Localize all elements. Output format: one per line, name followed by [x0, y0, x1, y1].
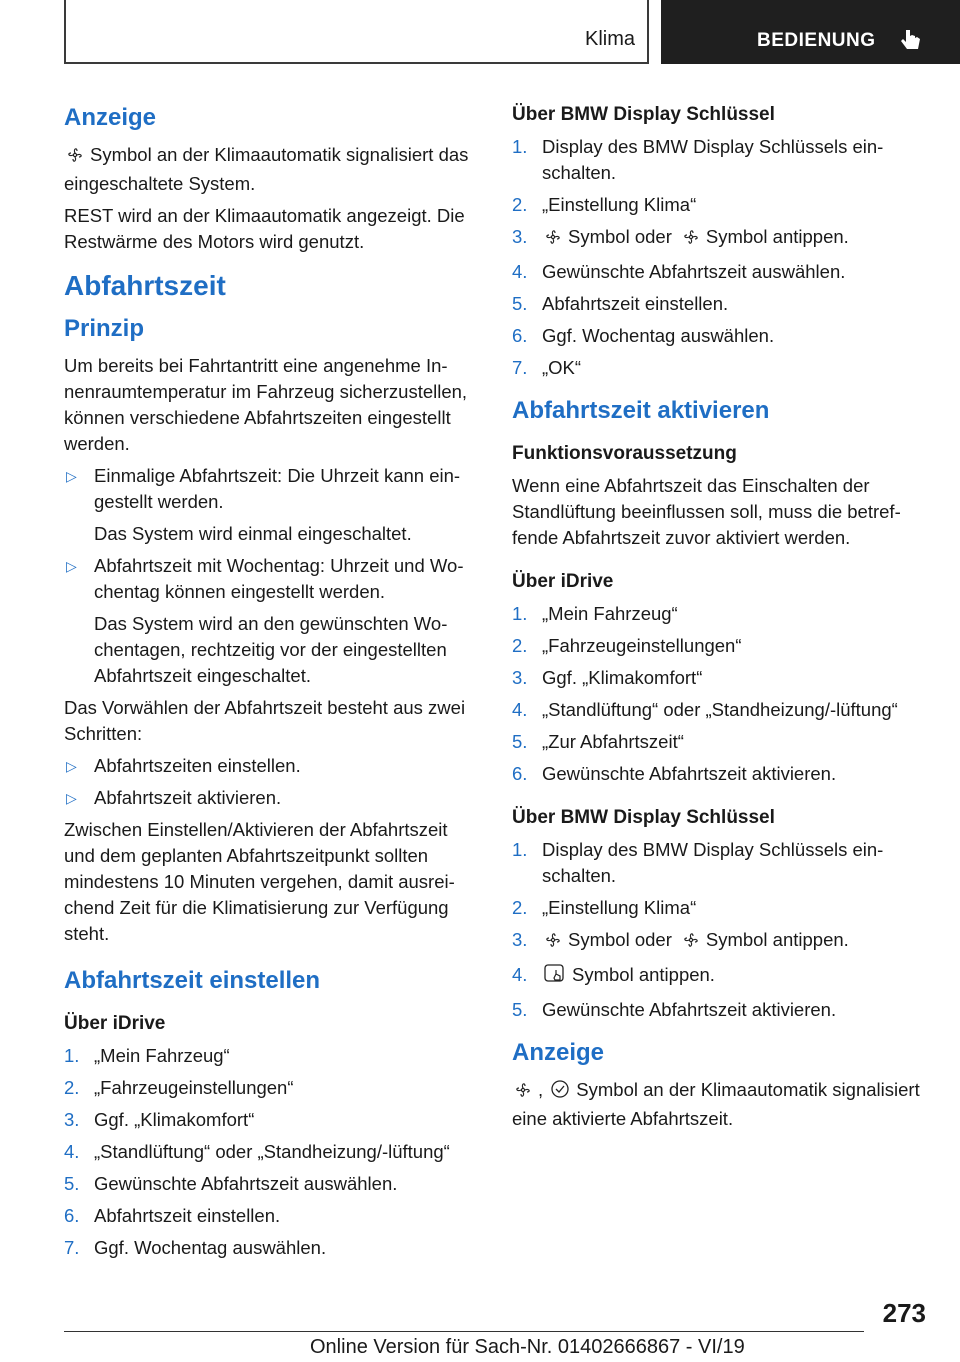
anzeige-text-right: , Symbol an der Klimaautomatik signalisiert eine aktivierte Abfahrtszeit.	[512, 1079, 920, 1129]
step-number: 6.	[512, 763, 528, 784]
fan-icon	[544, 227, 562, 253]
step-number: 6.	[512, 325, 528, 346]
chapter-label: BEDIENUNG	[757, 30, 876, 51]
list-item: 4. Symbol antippen.	[512, 962, 924, 991]
list-item: 1. Display des BMW Display Schlüssels einschalten.	[512, 839, 884, 886]
list-item: 2. „Fahrzeugeinstellungen“	[512, 633, 924, 659]
idrive-steps	[64, 1043, 479, 1261]
vorwaehlen-text: Das Vorwählen der Abfahrtszeit besteht aus zwei Schritten:	[64, 697, 466, 744]
list-item: 5. „Zur Abfahrtszeit“	[512, 729, 924, 755]
list-item: ▷ Abfahrtszeit mit Wochentag: Uhrzeit und Wochentag können eingestellt werden.	[66, 555, 464, 602]
list-item: 2. „Fahrzeugeinstellungen“	[64, 1075, 479, 1101]
prinzip-text: Um bereits bei Fahrtantritt eine angenehme Innenraumtemperatur im Fahrzeug sicherzustellen, können verschiedene Abfahrtszeiten eingestellt werden.	[64, 355, 468, 454]
display-tap-icon	[544, 964, 566, 991]
einstellen-heading: Abfahrtszeit einstellen	[64, 967, 321, 994]
anzeige-p2: REST wird an der Klimaautomatik angezeigt. Die Restwärme des Motors wird genutzt.	[64, 205, 465, 252]
list-item: ▷ Einmalige Abfahrtszeit: Die Uhrzeit kann eingestellt werden.	[66, 465, 461, 512]
footer-rule	[64, 1331, 864, 1332]
triangle-bullet-icon: ▷	[66, 558, 77, 574]
step-number: 7.	[64, 1237, 80, 1258]
triangle-bullet-icon: ▷	[66, 468, 77, 484]
header-rule-left	[64, 0, 66, 64]
step-number: 3.	[512, 929, 528, 950]
list-item: 1. „Mein Fahrzeug“	[512, 601, 924, 627]
list-item: 7. „OK“	[512, 355, 924, 381]
step-number: 5.	[64, 1173, 80, 1194]
list-item: 5. Gewünschte Abfahrtszeit aktivieren.	[512, 997, 924, 1023]
list-item: ▷ Abfahrtszeit aktivieren.	[64, 785, 479, 811]
step-number: 4.	[512, 964, 528, 985]
step-number: 2.	[64, 1077, 80, 1098]
list-item: 6. Gewünschte Abfahrtszeit aktivieren.	[512, 761, 924, 787]
list-item: 4. Gewünschte Abfahrtszeit auswählen.	[512, 259, 924, 285]
list-item: 6. Abfahrtszeit einstellen.	[64, 1203, 479, 1229]
anzeige-p-right: Symbol an der Klimaautomatik signalisiert eine aktivierte Abfahrtszeit.	[512, 1079, 920, 1129]
step-number: 5.	[512, 293, 528, 314]
fan-icon	[544, 930, 562, 956]
list-item: 7. Ggf. Wochentag auswählen.	[64, 1235, 479, 1261]
fan-icon	[514, 1080, 532, 1106]
step-number: 4.	[512, 699, 528, 720]
step-number: 2.	[512, 897, 528, 918]
abfahrtszeit-heading: Abfahrtszeit	[64, 270, 226, 301]
step-number: 3.	[64, 1109, 80, 1130]
idrive-heading-right: Über iDrive	[512, 571, 614, 592]
anzeige-heading-right: Anzeige	[512, 1039, 605, 1066]
list-item: 3. Symbol oder Symbol antippen.	[512, 224, 924, 253]
step-number: 3.	[512, 667, 528, 688]
list-item: 2. „Einstellung Klima“	[512, 895, 924, 921]
funktion-text: Wenn eine Abfahrtszeit das Einschalten der Standlüftung beeinflussen soll, muss die betreffende Abfahrtszeit zuvor aktiviert werden.	[512, 475, 901, 548]
chapter-tab[interactable]	[661, 0, 960, 64]
key-steps	[512, 134, 924, 381]
clock-icon	[550, 1079, 570, 1106]
step-number: 1.	[64, 1045, 80, 1066]
anzeige-p1: Symbol an der Klimaautomatik signalisiert das eingeschaltete System.	[64, 144, 469, 194]
step-number: 4.	[64, 1141, 80, 1162]
page-number: 273	[882, 1298, 926, 1328]
list-item: 3. Symbol oder Symbol antippen.	[512, 927, 924, 956]
right-column	[512, 96, 924, 1138]
list-item: 4. „Standlüftung“ oder „Standheizung/-lüftung“	[512, 697, 924, 723]
list-item-sub: Das System wird einmal eingeschaltet.	[94, 523, 412, 544]
step-number: 6.	[64, 1205, 80, 1226]
key2-steps	[512, 837, 924, 1023]
list-item: ▷ Abfahrtszeiten einstellen.	[64, 753, 479, 779]
list-item: 3. Ggf. „Klimakomfort“	[64, 1107, 479, 1133]
step-number: 1.	[512, 839, 528, 860]
list-item: 5. Gewünschte Abfahrtszeit auswählen.	[64, 1171, 479, 1197]
anzeige-heading: Anzeige	[64, 104, 157, 131]
idrive-heading: Über iDrive	[64, 1013, 166, 1034]
list-item: 6. Ggf. Wochentag auswählen.	[512, 323, 924, 349]
list-item: 2. „Einstellung Klima“	[512, 192, 924, 218]
step-number: 5.	[512, 999, 528, 1020]
step-number: 5.	[512, 731, 528, 752]
step-number: 4.	[512, 261, 528, 282]
hand-pointer-icon	[899, 28, 923, 59]
list-item: 5. Abfahrtszeit einstellen.	[512, 291, 924, 317]
header-rule-right	[647, 0, 649, 64]
anzeige-text	[64, 142, 479, 197]
prinzip-heading: Prinzip	[64, 315, 145, 342]
fan-icon	[682, 227, 700, 253]
triangle-bullet-icon: ▷	[66, 790, 77, 806]
key2-heading: Über BMW Display Schlüssel	[512, 807, 775, 828]
aktivieren-heading: Abfahrtszeit aktivieren	[512, 397, 770, 424]
steps-list	[64, 753, 479, 811]
step-number: 2.	[512, 635, 528, 656]
triangle-bullet-icon: ▷	[66, 758, 77, 774]
header-rule-bottom	[64, 62, 649, 64]
zwischen-text: Zwischen Einstellen/Aktivieren der Abfahrtszeit und dem geplanten Abfahrtszeitpunkt sollten mindestens 10 Minuten vergehen, damit ausreichend Zeit für die Klimatisierung zur Verfügung steht.	[64, 819, 455, 944]
key-heading: Über BMW Display Schlüssel	[512, 104, 775, 125]
prinzip-list	[64, 463, 479, 689]
idrive-steps-right	[512, 601, 924, 787]
list-item: 1. Display des BMW Display Schlüssels einschalten.	[512, 136, 884, 183]
section-label: Klima	[584, 28, 635, 50]
list-item-sub: Das System wird an den gewünschten Wochentagen, rechtzeitig vor der eingestellten Abfahrtszeit eingeschaltet.	[94, 613, 448, 686]
left-column	[64, 96, 479, 1267]
step-number: 7.	[512, 357, 528, 378]
step-number: 2.	[512, 194, 528, 215]
step-number: 1.	[512, 603, 528, 624]
fan-icon	[66, 145, 84, 171]
step-number: 3.	[512, 226, 528, 247]
fan-icon	[682, 930, 700, 956]
list-item: 4. „Standlüftung“ oder „Standheizung/-lüftung“	[64, 1139, 479, 1165]
footer-text: Online Version für Sach-Nr. 01402666867 - VI/19	[310, 1336, 745, 1358]
step-number: 1.	[512, 136, 528, 157]
funktion-heading: Funktionsvoraussetzung	[512, 443, 737, 464]
list-item: 1. „Mein Fahrzeug“	[64, 1043, 479, 1069]
list-item: 3. Ggf. „Klimakomfort“	[512, 665, 924, 691]
